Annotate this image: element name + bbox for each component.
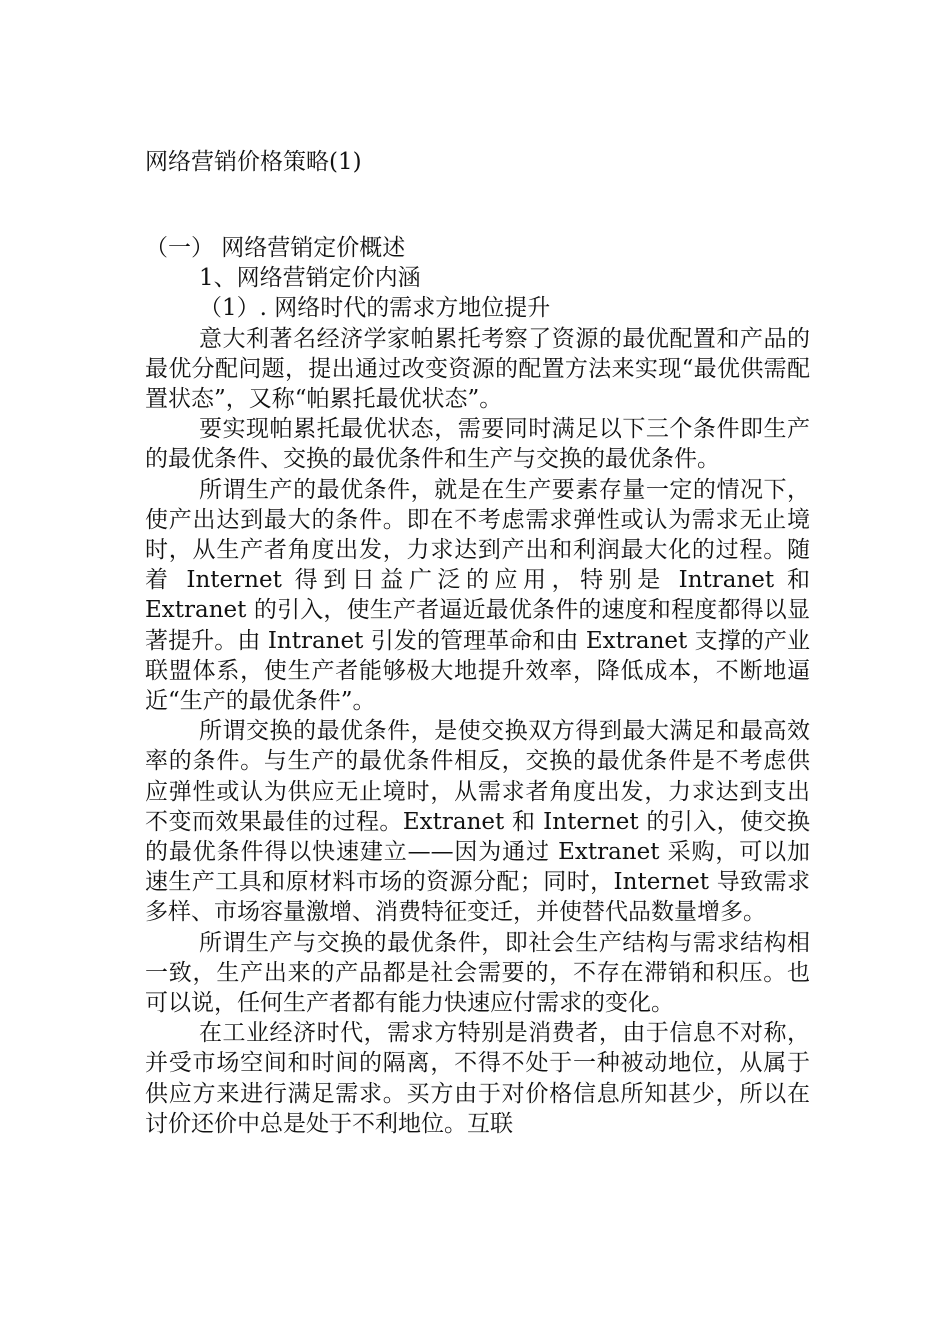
document-body	[145, 233, 810, 1139]
sub-subsection-heading: （1）. 网络时代的需求方地位提升	[199, 295, 551, 322]
document-title: 网络营销价格策略(1)	[145, 149, 362, 175]
paragraph-production-condition: 所谓生产的最优条件，就是在生产要素存量一定的情况下，使产出达到最大的条件。即在不考虑需求弹性或认为需求无止境时，从生产者角度出发，力求达到产出和利润最大化的过程。随着 Internet 得到日益广泛的应用，特别是 Intranet 和 Extranet 的引入，使生产者逼近最优条件的速度和程度都得以显著提升。由 Intranet 引发的管理革命和由 Extranet 支撑的产业联盟体系，使生产者能够极大地提升效率，降低成本，不断地逼近“生产的最优条件”。	[145, 476, 810, 715]
paragraph-pareto-intro: 意大利著名经济学家帕累托考察了资源的最优配置和产品的最优分配问题，提出通过改变资源的配置方法来实现“最优供需配置状态”，又称“帕累托最优状态”。	[145, 325, 810, 413]
paragraph-industrial-era: 在工业经济时代，需求方特别是消费者，由于信息不对称，并受市场空间和时间的隔离，不得不处于一种被动地位，从属于供应方来进行满足需求。买方由于对价格信息所知甚少，所以在讨价还价中总是处于不利地位。互联	[145, 1020, 810, 1137]
paragraph-exchange-condition: 所谓交换的最优条件，是使交换双方得到最大满足和最高效率的条件。与生产的最优条件相反，交换的最优条件是不考虑供应弹性或认为供应无止境时，从需求者角度出发，力求达到支出不变而效果最佳的过程。Extranet 和 Internet 的引入，使交换的最优条件得以快速建立——因为通过 Extranet 采购，可以加速生产工具和原材料市场的资源分配；同时，Internet 导致需求多样、市场容量激增、消费特征变迁，并使替代品数量增多。	[145, 718, 810, 926]
section-heading: （一） 网络营销定价概述	[145, 235, 406, 261]
subsection-heading: 1、网络营销定价内涵	[199, 265, 421, 292]
paragraph-production-exchange-condition: 所谓生产与交换的最优条件，即社会生产结构与需求结构相一致，生产出来的产品都是社会需要的，不存在滞销和积压。也可以说，任何生产者都有能力快速应付需求的变化。	[145, 929, 810, 1017]
paragraph-three-conditions: 要实现帕累托最优状态，需要同时满足以下三个条件即生产的最优条件、交换的最优条件和生产与交换的最优条件。	[145, 416, 810, 473]
